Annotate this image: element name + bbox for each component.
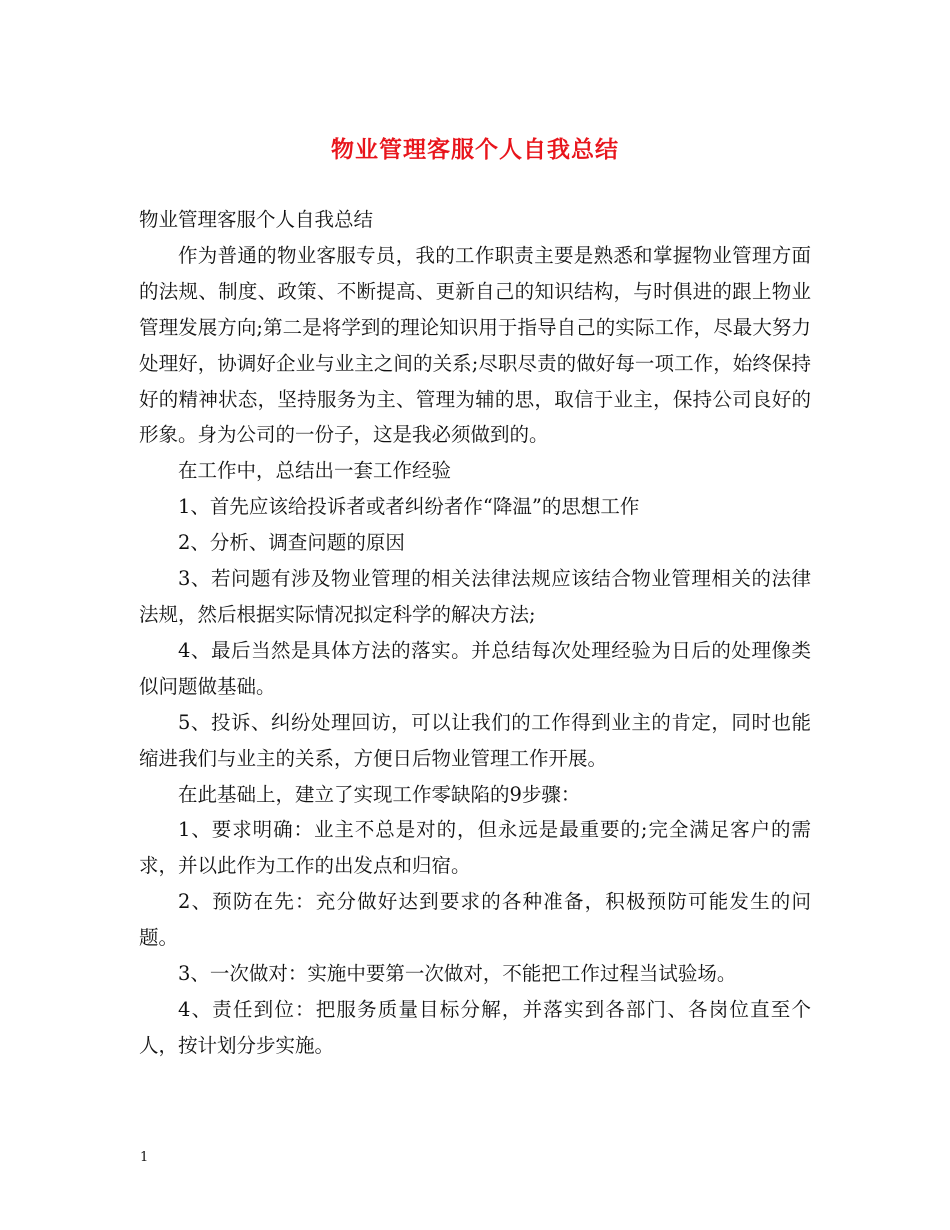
paragraph-experience-4: 4、最后当然是具体方法的落实。并总结每次处理经验为日后的处理像类似问题做基础。	[139, 638, 811, 698]
paragraph-experience-3: 3、若问题有涉及物业管理的相关法律法规应该结合物业管理相关的法律法规，然后根据实际情况拟定科学的解决方法;	[139, 567, 811, 626]
paragraph-step-3: 3、一次做对：实施中要第一次做对，不能把工作过程当试验场。	[178, 962, 737, 986]
document-title: 物业管理客服个人自我总结	[331, 136, 619, 163]
page-number: 1	[140, 1150, 149, 1165]
document-body	[139, 202, 811, 1064]
paragraph-step-2: 2、预防在先：充分做好达到要求的各种准备，积极预防可能发生的问题。	[139, 890, 811, 950]
paragraph-steps-heading: 在此基础上，建立了实现工作零缺陷的9步骤：	[178, 782, 581, 806]
paragraph-experience-heading: 在工作中，总结出一套工作经验	[178, 459, 452, 483]
paragraph-step-4: 4、责任到位：把服务质量目标分解，并落实到各部门、各岗位直至个人，按计划分步实施。	[139, 997, 811, 1057]
paragraph-step-1: 1、要求明确：业主不总是对的，但永远是最重要的;完全满足客户的需求，并以此作为工作的出发点和归宿。	[139, 818, 811, 878]
paragraph-experience-1: 1、首先应该给投诉者或者纠纷者作“降温”的思想工作	[178, 495, 640, 519]
body-heading: 物业管理客服个人自我总结	[139, 208, 374, 231]
paragraph-experience-5: 5、投诉、纠纷处理回访，可以让我们的工作得到业主的肯定，同时也能缩进我们与业主的关系，方便日后物业管理工作开展。	[139, 710, 811, 770]
paragraph-intro: 作为普通的物业客服专员，我的工作职责主要是熟悉和掌握物业管理方面的法规、制度、政策、不断提高、更新自己的知识结构，与时俱进的跟上物业管理发展方向;第二是将学到的理论知识用于指导自己的实际工作，尽最大努力处理好，协调好企业与业主之间的关系;尽职尽责的做好每一项工作，始终保持好的精神状态，坚持服务为主、管理为辅的思，取信于业主，保持公司良好的形象。身为公司的一份子，这是我必须做到的。	[139, 243, 811, 447]
paragraph-experience-2: 2、分析、调查问题的原因	[178, 531, 405, 555]
